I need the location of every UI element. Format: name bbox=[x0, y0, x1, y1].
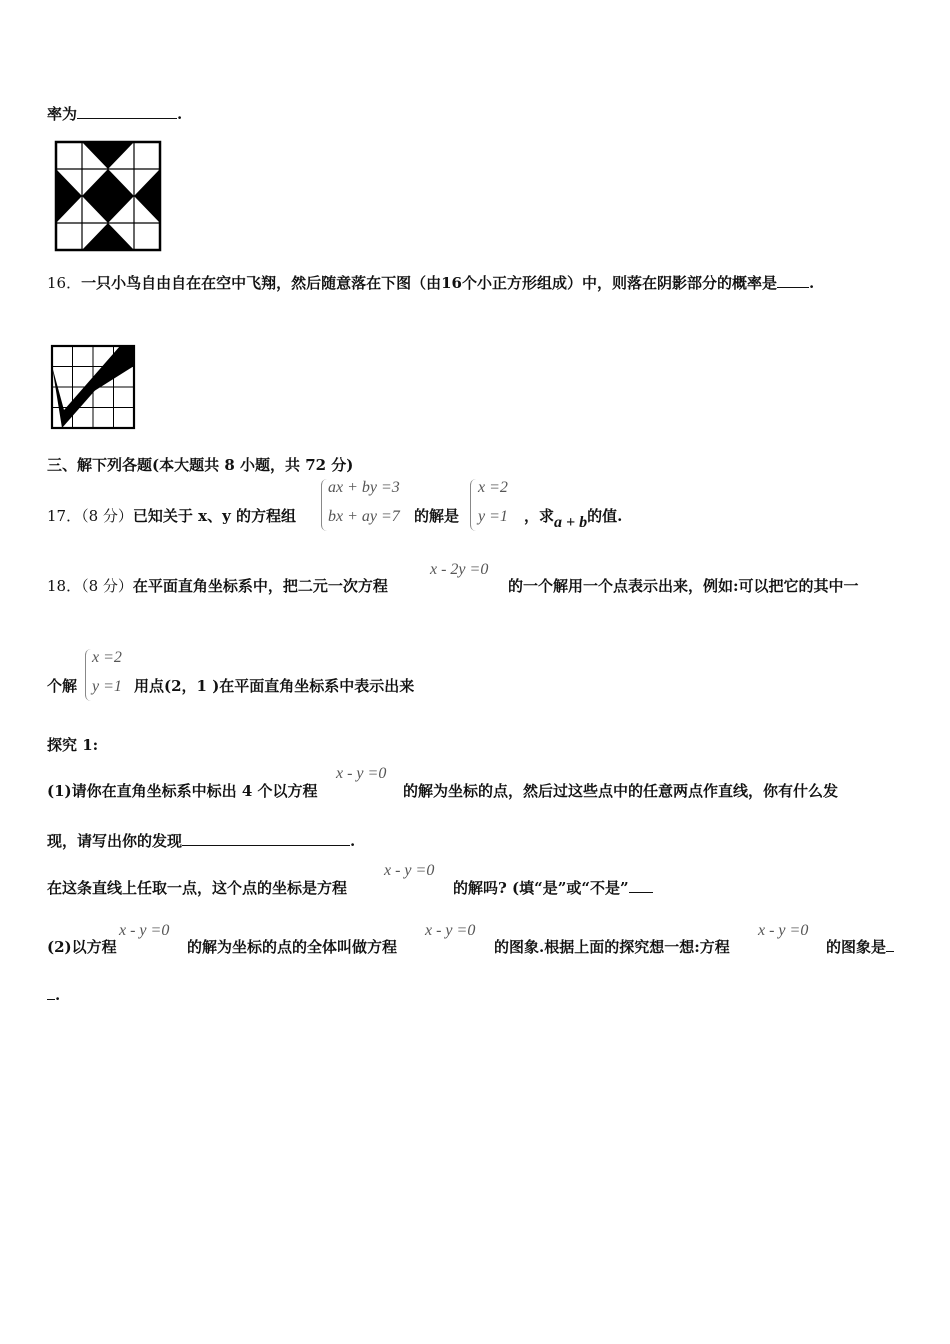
q18-line1-tail: 的一个解用一个点表示出来，例如:可以把它的其中一 bbox=[508, 577, 859, 595]
q17-line: 17．（8 分）已知关于 x、y 的方程组 bbox=[47, 507, 297, 525]
q16-line: 16．一只小鸟自由自在在空中飞翔，然后随意落在下图（由16个小正方形组成）中，则落在阴影部分的概率是 . bbox=[47, 274, 815, 292]
explore-equation: x - y =0 bbox=[758, 922, 809, 939]
explore-p1-line2: 现，请写出你的发现 . bbox=[47, 832, 356, 850]
explore-p3-end: . bbox=[47, 986, 60, 1004]
q17-tail: ，求a + b的值. bbox=[524, 507, 623, 531]
q17-text-b: 的解是 bbox=[414, 507, 460, 525]
brace bbox=[85, 649, 92, 701]
explore-p2-tail: 的解吗? (填“是”或“不是” bbox=[453, 877, 653, 898]
explore-p1-line1-tail: 的解为坐标的点，然后过这些点中的任意两点作直线，你有什么发 bbox=[403, 782, 839, 800]
q18-system-y: y =1 bbox=[92, 678, 122, 695]
q18-system-x: x =2 bbox=[92, 649, 122, 666]
explore-p3-tail: 的图象是 bbox=[826, 936, 894, 957]
explore-p3-mid1: 的解为坐标的点的全体叫做方程 bbox=[187, 938, 398, 956]
explore-title: 探究 1: bbox=[47, 736, 99, 754]
q15-tail-text: 率为 bbox=[47, 105, 78, 123]
brace bbox=[470, 479, 477, 531]
q18-equation: x - 2y =0 bbox=[430, 561, 489, 578]
q18-line2-tail: 用点(2，1 )在平面直角坐标系中表示出来 bbox=[134, 677, 415, 695]
explore-p1-line1: (1)请你在直角坐标系中标出 4 个以方程 bbox=[47, 782, 318, 800]
answer-blank bbox=[77, 117, 177, 119]
explore-equation: x - y =0 bbox=[336, 765, 387, 782]
answer-blank bbox=[629, 891, 653, 893]
q15-figure-grid bbox=[54, 140, 162, 252]
q18-line2: 个解 bbox=[47, 677, 78, 695]
explore-equation: x - y =0 bbox=[119, 922, 170, 939]
q17-system-eq2: bx + ay =7 bbox=[328, 508, 400, 525]
q16-figure-checkmark-grid bbox=[50, 344, 136, 430]
q17-system-eq1: ax + by =3 bbox=[328, 479, 400, 496]
q18-line1: 18．（8 分）在平面直角坐标系中，把二元一次方程 bbox=[47, 577, 388, 595]
explore-equation: x - y =0 bbox=[384, 862, 435, 879]
q15-tail-line: 率为 . bbox=[47, 105, 183, 123]
answer-blank bbox=[182, 844, 350, 846]
brace bbox=[321, 479, 328, 531]
explore-p3-mid2: 的图象.根据上面的探究想一想:方程 bbox=[494, 938, 730, 956]
explore-p2-line: 在这条直线上任取一点，这个点的坐标是方程 bbox=[47, 879, 348, 897]
answer-blank bbox=[886, 950, 894, 952]
answer-blank bbox=[777, 286, 809, 288]
q17-solution-y: y =1 bbox=[478, 508, 508, 525]
answer-blank bbox=[47, 998, 55, 1000]
explore-equation: x - y =0 bbox=[425, 922, 476, 939]
q17-solution-x: x =2 bbox=[478, 479, 508, 496]
q17-expr: a + b bbox=[554, 514, 588, 531]
explore-p3-line: (2)以方程 bbox=[47, 938, 117, 956]
section-title: 三、解下列各题(本大题共 8 小题，共 72 分) bbox=[47, 456, 354, 474]
